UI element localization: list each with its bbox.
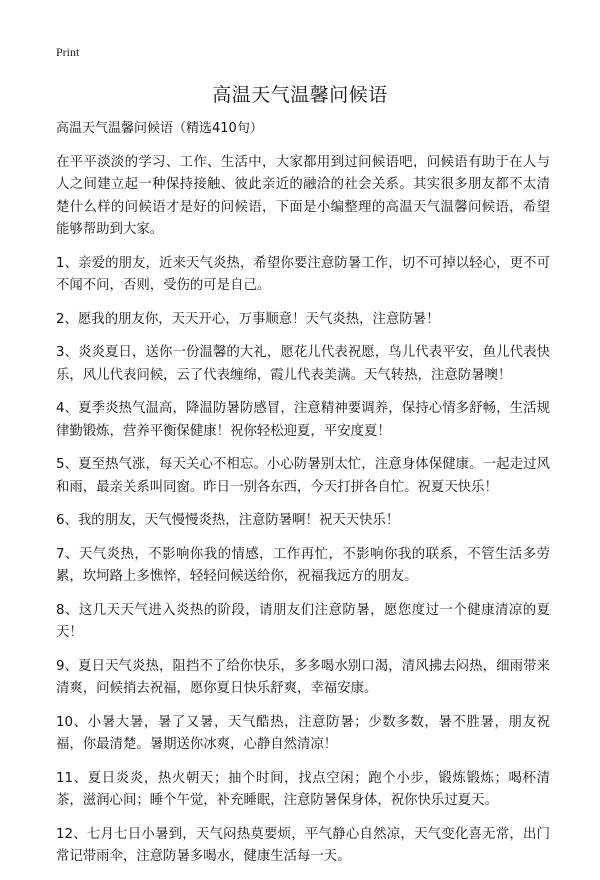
print-link[interactable]: Print xyxy=(56,45,80,59)
greeting-item: 1、亲爱的朋友，近来天气炎热，希望你要注意防暑工作，切不可掉以轻心，更不可不闻不问，否则，受伤的可是自己。 xyxy=(56,255,550,293)
greeting-item: 4、夏季炎热气温高，降温防暑防感冒，注意精神要调养，保持心情多舒畅，生活规律勤锻炼，营养平衡保健康！祝你轻松迎夏，平安度夏！ xyxy=(56,401,550,439)
greeting-item: 8、这几天天气进入炎热的阶段，请朋友们注意防暑，愿您度过一个健康清凉的夏天！ xyxy=(56,602,550,640)
greeting-item: 3、炎炎夏日，送你一份温馨的大礼，愿花儿代表祝愿，鸟儿代表平安，鱼儿代表快乐，风儿代表问候，云了代表缠绵，霞儿代表美满。天气转热，注意防暑噢！ xyxy=(56,345,550,383)
article-body xyxy=(56,118,550,880)
greeting-item: 11、夏日炎炎，热火朝天；抽个时间，找点空闲；跑个小步，锻炼锻炼；喝杯清茶，滋润心间；睡个午觉，补充睡眠，注意防暑保身体，祝你快乐过夏天。 xyxy=(56,770,550,808)
greeting-item: 2、愿我的朋友你，天天开心，万事顺意！天气炎热，注意防暑！ xyxy=(56,311,440,327)
greeting-item: 7、天气炎热，不影响你我的情感，工作再忙，不影响你我的联系，不管生活多劳累，坎坷路上多憔悴，轻轻问候送给你，祝福我远方的朋友。 xyxy=(56,546,550,584)
greeting-item: 9、夏日天气炎热，阻挡不了给你快乐，多多喝水别口渴，清风拂去闷热，细雨带来清爽，问候捎去祝福，愿你夏日快乐舒爽，幸福安康。 xyxy=(56,658,550,696)
greeting-item: 5、夏至热气涨，每天关心不相忘。小心防暑别太忙，注意身体保健康。一起走过风和雨，最亲关系叫同窗。昨日一别各东西，今天打拼各自忙。祝夏天快乐！ xyxy=(56,457,550,495)
article-subtitle: 高温天气温馨问候语（精选410句） xyxy=(56,121,263,136)
page-title: 高温天气温馨问候语 xyxy=(212,84,388,106)
greeting-item: 10、小暑大暑，暑了又暑，天气酷热，注意防暑；少数多数，暑不胜暑，朋友祝福，你最清楚。暑期送你冰爽，心静自然清凉！ xyxy=(56,714,550,752)
greeting-item: 6、我的朋友，天气慢慢炎热，注意防暑啊！祝天天快乐！ xyxy=(56,513,400,528)
greeting-item: 12、七月七日小暑到，天气闷热莫要烦，平气静心自然凉，天气变化喜无常，出门常记带雨伞，注意防暑多喝水，健康生活每一天。 xyxy=(56,826,550,864)
intro-paragraph: 在平平淡淡的学习、工作、生活中，大家都用到过问候语吧，问候语有助于在人与人之间建立起一种保持接触、彼此亲近的融洽的社会关系。其实很多朋友都不太清楚什么样的问候语才是好的问候语，下面是小编整理的高温天气温馨问候语，希望能够帮助到大家。 xyxy=(56,154,550,237)
